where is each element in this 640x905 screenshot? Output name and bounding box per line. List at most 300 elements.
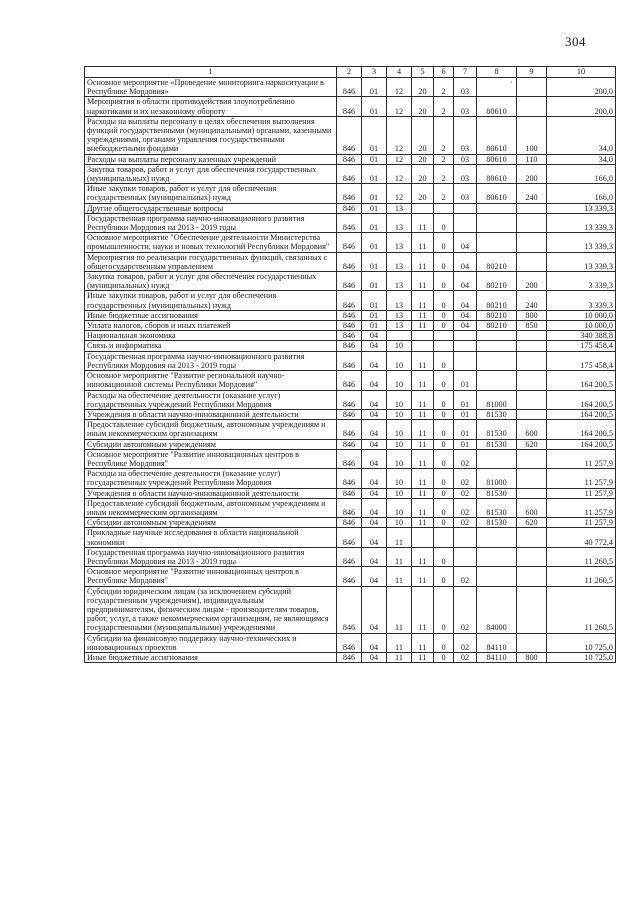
row-code-cell bbox=[477, 449, 517, 468]
row-code-cell: 01 bbox=[362, 164, 387, 183]
row-code-cell: 11 bbox=[387, 567, 412, 586]
row-amount-cell: 10 000,0 bbox=[547, 321, 616, 331]
table-row bbox=[85, 154, 616, 164]
row-code-cell: 84110 bbox=[477, 633, 517, 652]
row-amount-cell: 164 200,5 bbox=[547, 390, 616, 409]
table-row bbox=[85, 633, 616, 652]
row-name-cell: Субсидии автономным учреждениям bbox=[85, 518, 337, 528]
row-code-cell: 04 bbox=[362, 409, 387, 419]
row-code-cell bbox=[387, 331, 412, 341]
row-code-cell: 0 bbox=[434, 498, 454, 517]
row-name-cell: Иные закупки товаров, работ и услуг для обеспечения государственных (муниципальных) нужд bbox=[85, 184, 337, 203]
row-name-cell: Расходы на выплаты персоналу в целях обеспечения выполнения функций государственными (муниципальными) органами, казенными учреждениями, органами управления государственными внебюджетными фондами bbox=[85, 116, 337, 154]
row-code-cell: 0 bbox=[434, 518, 454, 528]
table-row bbox=[85, 439, 616, 449]
row-code-cell: 110 bbox=[517, 154, 547, 164]
row-code-cell: 2 bbox=[434, 184, 454, 203]
row-name-cell: Основное мероприятие "Обеспечение деятельности Министерства промышленности, науки и новых технологий Республики Мордовия" bbox=[85, 233, 337, 252]
row-code-cell: 01 bbox=[362, 272, 387, 291]
row-code-cell: 04 bbox=[362, 488, 387, 498]
row-code-cell: 81530 bbox=[477, 518, 517, 528]
row-code-cell: 11 bbox=[412, 390, 434, 409]
table-row bbox=[85, 252, 616, 271]
row-code-cell: 846 bbox=[337, 272, 362, 291]
row-code-cell: 0 bbox=[434, 390, 454, 409]
row-name-cell: Основное мероприятие "Развитие региональной научно-инновационной системы Республики Мордовия" bbox=[85, 371, 337, 390]
row-code-cell: 846 bbox=[337, 469, 362, 488]
row-code-cell: 02 bbox=[454, 449, 477, 468]
row-code-cell: 03 bbox=[454, 78, 477, 97]
row-code-cell: 0 bbox=[434, 213, 454, 232]
row-code-cell: 2 bbox=[434, 97, 454, 116]
row-code-cell: 02 bbox=[454, 518, 477, 528]
row-amount-cell: 13 339,3 bbox=[547, 203, 616, 213]
row-code-cell bbox=[477, 351, 517, 370]
row-code-cell: 12 bbox=[387, 97, 412, 116]
row-name-cell: Государственная программа научно-инновационного развития Республики Мордовия на 2013 - 2019 годы bbox=[85, 547, 337, 566]
row-code-cell: 2 bbox=[434, 116, 454, 154]
row-code-cell: 10 bbox=[387, 351, 412, 370]
row-code-cell: 0 bbox=[434, 567, 454, 586]
row-code-cell: 846 bbox=[337, 371, 362, 390]
table-row bbox=[85, 409, 616, 419]
column-header-10: 10 bbox=[547, 67, 616, 78]
row-code-cell bbox=[517, 351, 547, 370]
row-code-cell: 11 bbox=[412, 469, 434, 488]
row-code-cell: 0 bbox=[434, 291, 454, 310]
row-code-cell: 13 bbox=[387, 213, 412, 232]
row-code-cell: 11 bbox=[412, 498, 434, 517]
row-code-cell: 11 bbox=[412, 371, 434, 390]
table-row bbox=[85, 291, 616, 310]
row-code-cell: 20 bbox=[412, 154, 434, 164]
row-code-cell: 04 bbox=[362, 518, 387, 528]
row-code-cell: 11 bbox=[412, 449, 434, 468]
row-amount-cell: 11 257,9 bbox=[547, 518, 616, 528]
row-amount-cell: 13 339,3 bbox=[547, 252, 616, 271]
row-amount-cell: 166,0 bbox=[547, 184, 616, 203]
row-code-cell: 10 bbox=[387, 341, 412, 351]
table-row bbox=[85, 331, 616, 341]
row-code-cell bbox=[477, 78, 517, 97]
row-code-cell: 11 bbox=[412, 272, 434, 291]
row-code-cell: 13 bbox=[387, 203, 412, 213]
row-code-cell: 02 bbox=[454, 469, 477, 488]
row-code-cell: 04 bbox=[362, 331, 387, 341]
table-row bbox=[85, 97, 616, 116]
row-name-cell: Иные бюджетные ассигнования bbox=[85, 652, 337, 662]
row-code-cell: 0 bbox=[434, 252, 454, 271]
row-code-cell: 04 bbox=[362, 341, 387, 351]
row-code-cell bbox=[454, 547, 477, 566]
table-row bbox=[85, 528, 616, 547]
row-amount-cell: 11 257,9 bbox=[547, 469, 616, 488]
row-code-cell: 20 bbox=[412, 184, 434, 203]
row-code-cell bbox=[517, 528, 547, 547]
row-code-cell: 04 bbox=[362, 449, 387, 468]
row-code-cell bbox=[454, 213, 477, 232]
row-code-cell: 20 bbox=[412, 97, 434, 116]
row-code-cell: 846 bbox=[337, 310, 362, 320]
row-code-cell bbox=[517, 390, 547, 409]
row-code-cell bbox=[517, 213, 547, 232]
row-code-cell: 02 bbox=[454, 633, 477, 652]
row-code-cell: 0 bbox=[434, 371, 454, 390]
column-header-1: 1 bbox=[85, 67, 337, 78]
table-row bbox=[85, 390, 616, 409]
row-code-cell: 01 bbox=[454, 409, 477, 419]
row-code-cell bbox=[412, 331, 434, 341]
row-name-cell: Иные закупки товаров, работ и услуг для обеспечения государственных (муниципальных) нужд bbox=[85, 291, 337, 310]
row-amount-cell: 200,0 bbox=[547, 78, 616, 97]
row-code-cell: 846 bbox=[337, 547, 362, 566]
table-row bbox=[85, 341, 616, 351]
row-code-cell: 846 bbox=[337, 116, 362, 154]
table-row bbox=[85, 518, 616, 528]
row-code-cell: 0 bbox=[434, 547, 454, 566]
table-row bbox=[85, 351, 616, 370]
row-name-cell: Прикладные научные исследования в области национальной экономики bbox=[85, 528, 337, 547]
row-code-cell: 11 bbox=[387, 633, 412, 652]
row-name-cell: Иные бюджетные ассигнования bbox=[85, 310, 337, 320]
row-code-cell: 11 bbox=[412, 213, 434, 232]
row-amount-cell: 11 260,5 bbox=[547, 586, 616, 633]
row-code-cell: 2 bbox=[434, 164, 454, 183]
row-name-cell: Мероприятия в области противодействия злоупотреблению наркотиками и их незаконному обороту bbox=[85, 97, 337, 116]
table-row bbox=[85, 488, 616, 498]
row-code-cell: 11 bbox=[387, 652, 412, 662]
row-code-cell: 600 bbox=[517, 420, 547, 439]
row-code-cell: 02 bbox=[454, 567, 477, 586]
column-header-8: 8 bbox=[477, 67, 517, 78]
row-code-cell: 846 bbox=[337, 252, 362, 271]
row-code-cell: 80210 bbox=[477, 252, 517, 271]
row-code-cell: 04 bbox=[362, 547, 387, 566]
column-header-7: 7 bbox=[454, 67, 477, 78]
row-amount-cell: 10 000,0 bbox=[547, 310, 616, 320]
column-header-4: 4 bbox=[387, 67, 412, 78]
row-code-cell: 846 bbox=[337, 213, 362, 232]
row-amount-cell: 175 458,4 bbox=[547, 341, 616, 351]
row-code-cell: 03 bbox=[454, 164, 477, 183]
row-code-cell bbox=[477, 547, 517, 566]
row-amount-cell: 10 725,0 bbox=[547, 652, 616, 662]
row-code-cell: 846 bbox=[337, 341, 362, 351]
row-code-cell: 04 bbox=[362, 652, 387, 662]
row-code-cell: 846 bbox=[337, 184, 362, 203]
row-amount-cell: 11 260,5 bbox=[547, 567, 616, 586]
row-code-cell: 02 bbox=[454, 586, 477, 633]
row-code-cell: 01 bbox=[362, 154, 387, 164]
row-code-cell: 01 bbox=[362, 78, 387, 97]
row-code-cell: 13 bbox=[387, 233, 412, 252]
row-code-cell bbox=[477, 213, 517, 232]
row-code-cell: 620 bbox=[517, 439, 547, 449]
row-code-cell: 0 bbox=[434, 469, 454, 488]
row-code-cell: 846 bbox=[337, 652, 362, 662]
table-row bbox=[85, 498, 616, 517]
row-amount-cell: 13 339,3 bbox=[547, 233, 616, 252]
table-row bbox=[85, 420, 616, 439]
column-header-3: 3 bbox=[362, 67, 387, 78]
row-code-cell: 846 bbox=[337, 498, 362, 517]
row-code-cell: 01 bbox=[362, 97, 387, 116]
table-row bbox=[85, 213, 616, 232]
row-name-cell: Расходы на выплаты персоналу казенных учреждений bbox=[85, 154, 337, 164]
row-code-cell: 04 bbox=[362, 439, 387, 449]
row-code-cell: 04 bbox=[362, 528, 387, 547]
scan-mark: · bbox=[510, 78, 513, 87]
row-code-cell: 02 bbox=[454, 488, 477, 498]
row-amount-cell: 13 339,3 bbox=[547, 213, 616, 232]
row-code-cell: 03 bbox=[454, 184, 477, 203]
row-code-cell: 10 bbox=[387, 518, 412, 528]
row-code-cell: 01 bbox=[362, 252, 387, 271]
row-code-cell: 01 bbox=[454, 371, 477, 390]
row-code-cell: 10 bbox=[387, 439, 412, 449]
row-code-cell: 04 bbox=[362, 586, 387, 633]
column-header-5: 5 bbox=[412, 67, 434, 78]
row-code-cell: 0 bbox=[434, 439, 454, 449]
row-code-cell: 11 bbox=[412, 633, 434, 652]
row-code-cell: 01 bbox=[454, 420, 477, 439]
row-code-cell: 11 bbox=[412, 291, 434, 310]
row-code-cell: 240 bbox=[517, 184, 547, 203]
row-code-cell bbox=[517, 567, 547, 586]
row-name-cell: Основное мероприятие "Развитие инновационных центров в Республике Мордовия" bbox=[85, 449, 337, 468]
row-code-cell: 11 bbox=[412, 420, 434, 439]
row-code-cell: 04 bbox=[362, 469, 387, 488]
row-code-cell: 80610 bbox=[477, 116, 517, 154]
row-code-cell: 04 bbox=[362, 633, 387, 652]
row-code-cell: 81530 bbox=[477, 420, 517, 439]
row-code-cell: 04 bbox=[362, 498, 387, 517]
row-code-cell bbox=[412, 528, 434, 547]
row-code-cell: 846 bbox=[337, 203, 362, 213]
row-code-cell: 200 bbox=[517, 164, 547, 183]
row-code-cell: 846 bbox=[337, 97, 362, 116]
row-code-cell: 10 bbox=[387, 409, 412, 419]
row-code-cell: 01 bbox=[362, 310, 387, 320]
row-code-cell: 81530 bbox=[477, 488, 517, 498]
table-row bbox=[85, 652, 616, 662]
table-row bbox=[85, 272, 616, 291]
row-code-cell: 11 bbox=[412, 488, 434, 498]
column-header-2: 2 bbox=[337, 67, 362, 78]
row-amount-cell: 11 257,9 bbox=[547, 498, 616, 517]
row-code-cell: 11 bbox=[412, 567, 434, 586]
budget-table bbox=[84, 66, 616, 663]
row-code-cell bbox=[477, 233, 517, 252]
row-amount-cell: 164 200,5 bbox=[547, 420, 616, 439]
row-code-cell: 0 bbox=[434, 586, 454, 633]
row-code-cell: 846 bbox=[337, 331, 362, 341]
row-name-cell: Субсидии юридическим лицам (за исключением субсидий государственным учреждениям), индивидуальным предпринимателям, физическим лицам - производителям товаров, работ, услуг, а также некоммерческим организациям, не являющимся государственными (муниципальными) учреждениями bbox=[85, 586, 337, 633]
row-code-cell: 0 bbox=[434, 321, 454, 331]
row-code-cell: 03 bbox=[454, 97, 477, 116]
row-name-cell: Государственная программа научно-инновационного развития Республики Мордовия на 2013 - 2019 годы bbox=[85, 213, 337, 232]
row-name-cell: Связь и информатика bbox=[85, 341, 337, 351]
row-code-cell: 10 bbox=[387, 390, 412, 409]
row-code-cell: 04 bbox=[454, 252, 477, 271]
row-amount-cell: 3 339,3 bbox=[547, 272, 616, 291]
row-code-cell: 0 bbox=[434, 409, 454, 419]
row-code-cell: 0 bbox=[434, 272, 454, 291]
row-code-cell: 846 bbox=[337, 164, 362, 183]
row-code-cell: 846 bbox=[337, 78, 362, 97]
row-code-cell: 04 bbox=[362, 351, 387, 370]
row-code-cell: 80610 bbox=[477, 184, 517, 203]
row-code-cell bbox=[517, 371, 547, 390]
row-code-cell: 0 bbox=[434, 633, 454, 652]
row-code-cell: 04 bbox=[454, 310, 477, 320]
table-row bbox=[85, 310, 616, 320]
table-row bbox=[85, 586, 616, 633]
row-code-cell bbox=[517, 449, 547, 468]
row-code-cell: 13 bbox=[387, 291, 412, 310]
table-row bbox=[85, 321, 616, 331]
row-code-cell: 846 bbox=[337, 586, 362, 633]
row-name-cell: Закупка товаров, работ и услуг для обеспечения государственных (муниципальных) нужд bbox=[85, 272, 337, 291]
row-code-cell: 846 bbox=[337, 567, 362, 586]
row-code-cell: 12 bbox=[387, 154, 412, 164]
row-code-cell: 11 bbox=[412, 652, 434, 662]
row-code-cell bbox=[477, 331, 517, 341]
table-row bbox=[85, 469, 616, 488]
row-code-cell: 846 bbox=[337, 420, 362, 439]
row-code-cell: 20 bbox=[412, 164, 434, 183]
row-code-cell: 81530 bbox=[477, 498, 517, 517]
row-amount-cell: 40 772,4 bbox=[547, 528, 616, 547]
row-code-cell: 03 bbox=[454, 154, 477, 164]
row-code-cell: 04 bbox=[362, 371, 387, 390]
row-code-cell: 11 bbox=[412, 439, 434, 449]
row-code-cell: 850 bbox=[517, 321, 547, 331]
row-code-cell: 81000 bbox=[477, 469, 517, 488]
row-code-cell: 80210 bbox=[477, 321, 517, 331]
row-code-cell bbox=[477, 203, 517, 213]
row-code-cell: 11 bbox=[412, 321, 434, 331]
row-amount-cell: 164 200,5 bbox=[547, 409, 616, 419]
row-code-cell: 84000 bbox=[477, 586, 517, 633]
row-code-cell bbox=[454, 203, 477, 213]
row-code-cell: 13 bbox=[387, 321, 412, 331]
row-code-cell bbox=[517, 252, 547, 271]
column-header-9: 9 bbox=[517, 67, 547, 78]
row-code-cell: 846 bbox=[337, 439, 362, 449]
row-code-cell: 0 bbox=[434, 310, 454, 320]
row-code-cell: 01 bbox=[362, 321, 387, 331]
row-code-cell: 846 bbox=[337, 449, 362, 468]
row-amount-cell: 3 339,3 bbox=[547, 291, 616, 310]
row-code-cell: 10 bbox=[387, 469, 412, 488]
row-code-cell: 11 bbox=[412, 409, 434, 419]
row-code-cell: 846 bbox=[337, 233, 362, 252]
row-name-cell: Основное мероприятие "Развитие инновационных центров в Республике Мордовия" bbox=[85, 567, 337, 586]
table-row bbox=[85, 567, 616, 586]
row-code-cell: 11 bbox=[412, 518, 434, 528]
row-name-cell: Субсидии на финансовую поддержку научно-технических и инновационных проектов bbox=[85, 633, 337, 652]
row-code-cell bbox=[517, 488, 547, 498]
table-row bbox=[85, 547, 616, 566]
row-code-cell bbox=[517, 469, 547, 488]
row-code-cell: 10 bbox=[387, 449, 412, 468]
row-code-cell: 846 bbox=[337, 518, 362, 528]
row-code-cell: 10 bbox=[387, 420, 412, 439]
row-code-cell: 846 bbox=[337, 409, 362, 419]
row-code-cell: 01 bbox=[454, 390, 477, 409]
row-code-cell: 846 bbox=[337, 351, 362, 370]
row-name-cell: Учреждения в области научно-инновационной деятельности bbox=[85, 409, 337, 419]
row-code-cell: 2 bbox=[434, 154, 454, 164]
table-header-row bbox=[85, 67, 616, 78]
row-code-cell bbox=[517, 586, 547, 633]
row-name-cell: Субсидии автономным учреждениям bbox=[85, 439, 337, 449]
row-code-cell bbox=[517, 331, 547, 341]
row-amount-cell: 164 200,5 bbox=[547, 439, 616, 449]
row-code-cell: 11 bbox=[412, 351, 434, 370]
row-amount-cell: 10 725,0 bbox=[547, 633, 616, 652]
row-code-cell bbox=[477, 371, 517, 390]
row-code-cell bbox=[477, 528, 517, 547]
row-code-cell: 04 bbox=[454, 233, 477, 252]
row-name-cell: Мероприятия по реализации государственных функций, связанных с общегосударственным управлением bbox=[85, 252, 337, 271]
row-code-cell bbox=[434, 203, 454, 213]
row-code-cell: 11 bbox=[387, 586, 412, 633]
row-code-cell: 81000 bbox=[477, 390, 517, 409]
row-code-cell: 0 bbox=[434, 351, 454, 370]
row-code-cell: 80610 bbox=[477, 154, 517, 164]
row-code-cell: 80610 bbox=[477, 97, 517, 116]
row-code-cell: 846 bbox=[337, 633, 362, 652]
row-name-cell: Другие общегосударственные вопросы bbox=[85, 203, 337, 213]
row-code-cell bbox=[517, 409, 547, 419]
row-code-cell bbox=[434, 331, 454, 341]
row-code-cell: 13 bbox=[387, 310, 412, 320]
row-name-cell: Предоставление субсидий бюджетным, автономным учреждениям и иным некоммерческим организациям bbox=[85, 498, 337, 517]
row-code-cell: 04 bbox=[362, 567, 387, 586]
row-code-cell bbox=[477, 341, 517, 351]
row-code-cell: 800 bbox=[517, 310, 547, 320]
row-code-cell: 11 bbox=[412, 547, 434, 566]
row-code-cell bbox=[434, 528, 454, 547]
row-code-cell bbox=[412, 341, 434, 351]
row-code-cell bbox=[517, 203, 547, 213]
row-name-cell: Предоставление субсидий бюджетным, автономным учреждениям и иным некоммерческим организациям bbox=[85, 420, 337, 439]
table-row bbox=[85, 164, 616, 183]
row-code-cell: 01 bbox=[454, 439, 477, 449]
row-code-cell: 80210 bbox=[477, 272, 517, 291]
row-amount-cell: 200,0 bbox=[547, 97, 616, 116]
row-code-cell: 04 bbox=[362, 390, 387, 409]
row-code-cell: 100 bbox=[517, 116, 547, 154]
table-row bbox=[85, 78, 616, 97]
row-code-cell: 20 bbox=[412, 78, 434, 97]
row-code-cell bbox=[434, 341, 454, 351]
row-amount-cell: 34,0 bbox=[547, 154, 616, 164]
row-amount-cell: 164 200,5 bbox=[547, 371, 616, 390]
row-code-cell: 01 bbox=[362, 291, 387, 310]
table-row bbox=[85, 184, 616, 203]
row-code-cell: 846 bbox=[337, 321, 362, 331]
row-code-cell: 200 bbox=[517, 272, 547, 291]
row-code-cell: 13 bbox=[387, 272, 412, 291]
row-code-cell bbox=[477, 567, 517, 586]
row-code-cell bbox=[454, 351, 477, 370]
row-code-cell: 11 bbox=[412, 586, 434, 633]
row-code-cell: 12 bbox=[387, 184, 412, 203]
row-code-cell: 01 bbox=[362, 203, 387, 213]
